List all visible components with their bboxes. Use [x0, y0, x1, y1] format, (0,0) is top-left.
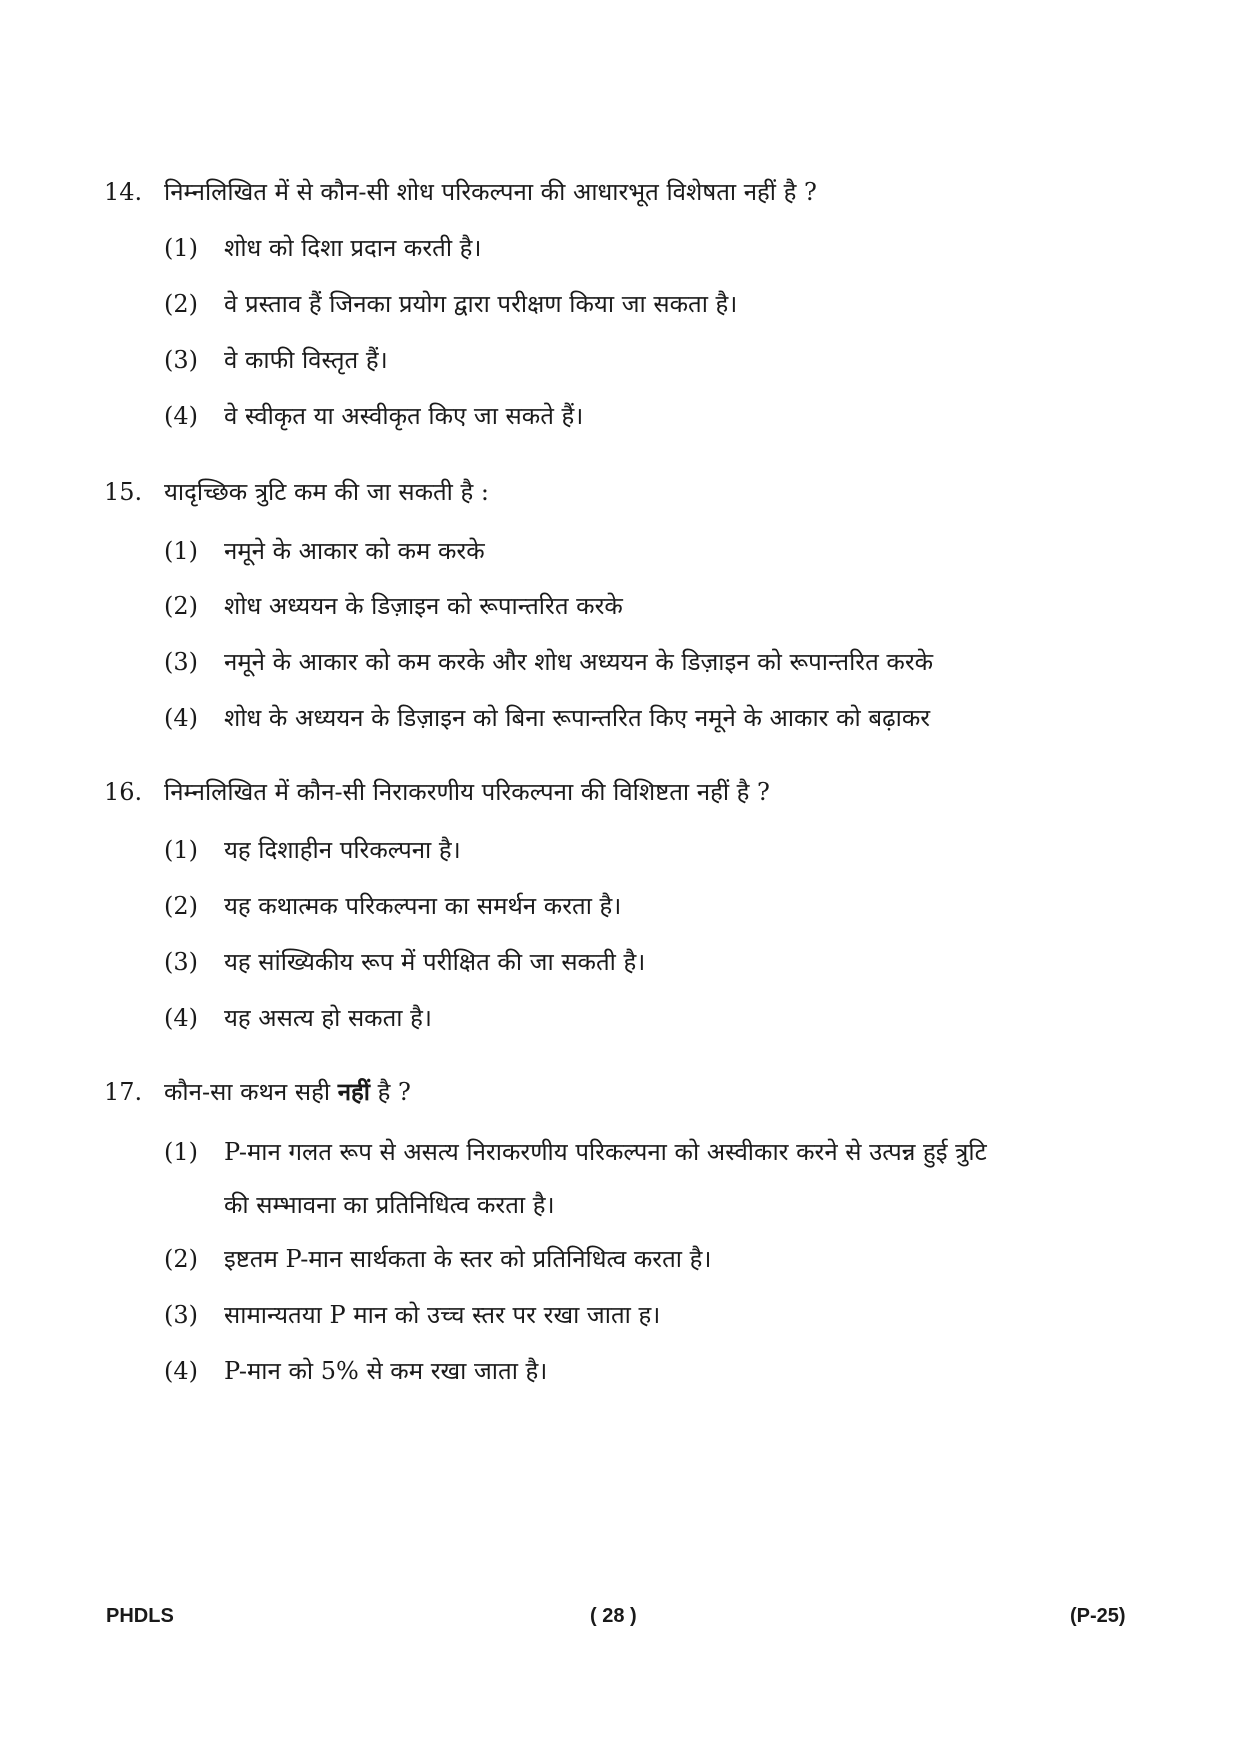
option-text: यह कथात्मक परिकल्पना का समर्थन करता है।: [224, 892, 622, 920]
option-16-3: [164, 946, 1154, 978]
question-text-emphasis: नहीं: [337, 1077, 370, 1106]
option-number: (1): [164, 836, 198, 864]
question-text: निम्नलिखित में से कौन-सी शोध परिकल्पना की आधारभूत विशेषता नहीं है ?: [164, 178, 817, 206]
option-text: शोध को दिशा प्रदान करती है।: [224, 234, 482, 262]
question-15: [104, 476, 1144, 508]
option-14-1: [164, 232, 1154, 264]
footer-page-number: ( 28 ): [590, 1605, 637, 1627]
option-number: (3): [164, 1301, 198, 1329]
question-number: 15.: [104, 478, 143, 506]
option-text: P-मान को 5% से कम रखा जाता है।: [224, 1357, 548, 1385]
question-16: [104, 776, 1144, 808]
option-text: यह दिशाहीन परिकल्पना है।: [224, 836, 461, 864]
option-number: (2): [164, 592, 198, 620]
option-number: (2): [164, 892, 198, 920]
option-text: वे स्वीकृत या अस्वीकृत किए जा सकते हैं।: [224, 402, 584, 430]
option-number: (3): [164, 948, 198, 976]
option-17-4: [164, 1355, 1154, 1387]
option-text: P-मान गलत रूप से असत्य निराकरणीय परिकल्पना को अस्वीकार करने से उत्पन्न हुई त्रुटि: [224, 1138, 987, 1166]
option-number: (4): [164, 1004, 198, 1032]
option-14-3: [164, 344, 1154, 376]
question-14: [104, 176, 1144, 208]
option-number: (4): [164, 1357, 198, 1385]
option-16-2: [164, 890, 1154, 922]
question-number: 16.: [104, 778, 143, 806]
option-number: (2): [164, 1245, 198, 1273]
option-text: शोध अध्ययन के डिज़ाइन को रूपान्तरित करके: [224, 592, 623, 620]
option-text: शोध के अध्ययन के डिज़ाइन को बिना रूपान्तरित किए नमूने के आकार को बढ़ाकर: [224, 704, 931, 732]
option-17-1: [164, 1136, 1154, 1168]
question-text-after: है ?: [377, 1078, 411, 1106]
option-text: नमूने के आकार को कम करके और शोध अध्ययन के डिज़ाइन को रूपान्तरित करके: [224, 648, 934, 676]
option-14-2: [164, 288, 1154, 320]
question-text-before: कौन-सा कथन सही: [164, 1078, 331, 1106]
option-text: यह सांख्यिकीय रूप में परीक्षित की जा सकती है।: [224, 948, 646, 976]
option-text: सामान्यतया P मान को उच्च स्तर पर रखा जाता ह।: [224, 1301, 661, 1329]
option-number: (3): [164, 648, 198, 676]
option-14-4: [164, 400, 1154, 432]
footer-paper-code: (P-25): [1070, 1605, 1126, 1627]
option-17-3: [164, 1299, 1154, 1331]
option-number: (4): [164, 402, 198, 430]
option-text: वे काफी विस्तृत हैं।: [224, 346, 388, 374]
option-15-4: [164, 702, 1154, 734]
question-text: यादृच्छिक त्रुटि कम की जा सकती है :: [164, 478, 489, 506]
option-text: इष्टतम P-मान सार्थकता के स्तर को प्रतिनिधित्व करता है।: [224, 1245, 712, 1273]
question-number: 14.: [104, 178, 143, 206]
option-number: (1): [164, 234, 198, 262]
footer-course-code: PHDLS: [106, 1605, 174, 1627]
option-number: (4): [164, 704, 198, 732]
option-15-2: [164, 590, 1154, 622]
option-15-1: [164, 535, 1154, 567]
option-16-1: [164, 834, 1154, 866]
option-text: यह असत्य हो सकता है।: [224, 1004, 432, 1032]
option-number: (1): [164, 537, 198, 565]
question-text: निम्नलिखित में कौन-सी निराकरणीय परिकल्पना की विशिष्टता नहीं है ?: [164, 778, 770, 806]
option-17-1-continuation: की सम्भावना का प्रतिनिधित्व करता है।: [224, 1191, 555, 1219]
question-text: [164, 1076, 411, 1108]
question-number: 17.: [104, 1078, 143, 1106]
option-text: वे प्रस्ताव हैं जिनका प्रयोग द्वारा परीक्षण किया जा सकता है।: [224, 290, 738, 318]
option-15-3: [164, 646, 1154, 678]
question-17: [104, 1076, 1144, 1108]
option-17-2: [164, 1243, 1154, 1275]
option-16-4: [164, 1002, 1154, 1034]
option-number: (1): [164, 1138, 198, 1166]
option-number: (2): [164, 290, 198, 318]
option-number: (3): [164, 346, 198, 374]
option-text: नमूने के आकार को कम करके: [224, 537, 485, 565]
